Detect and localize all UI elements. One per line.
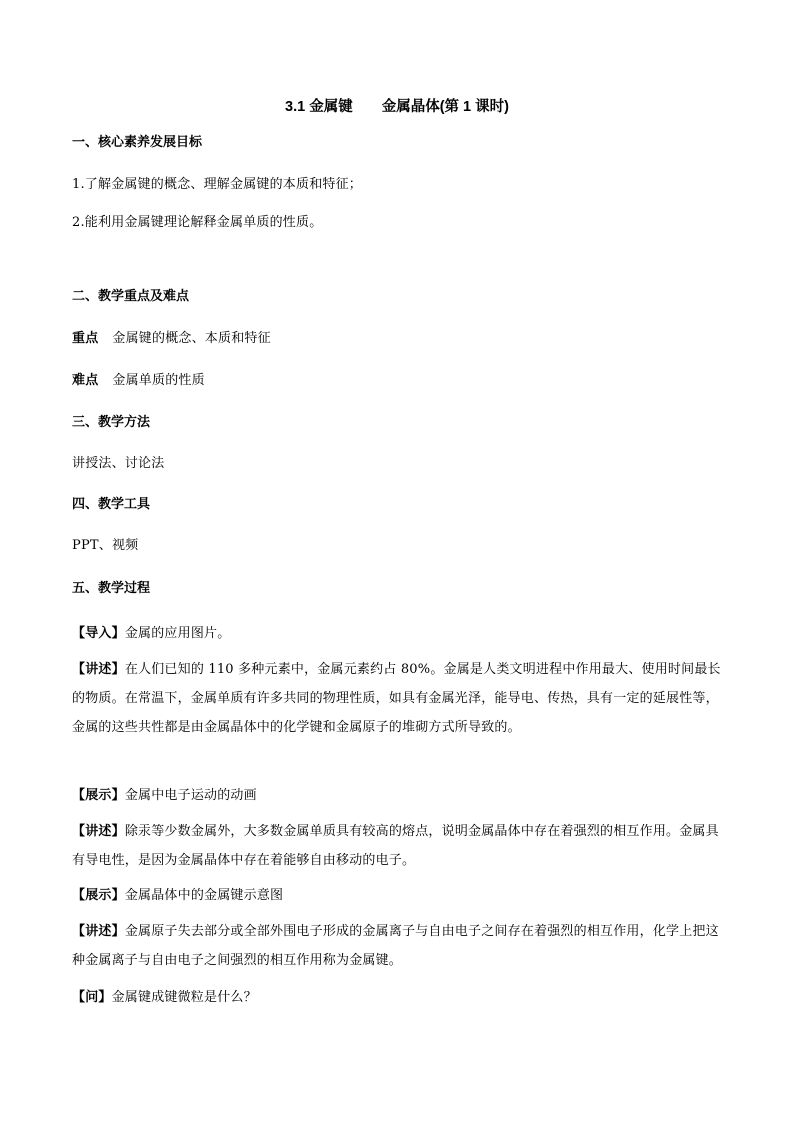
step-label: 【问】 <box>72 989 112 1004</box>
heading-tools: 四、教学工具 <box>72 496 151 511</box>
step-label: 【讲述】 <box>72 923 125 938</box>
heading-process: 五、教学过程 <box>72 580 151 595</box>
methods-text: 讲授法、讨论法 <box>72 456 165 471</box>
key-point-label: 重点 <box>72 330 99 345</box>
process-step <box>72 816 722 875</box>
process-step <box>72 618 722 648</box>
step-label: 【展示】 <box>72 887 125 902</box>
key-point-text: 金属键的概念、本质和特征 <box>112 331 271 346</box>
difficult-point-text: 金属单质的性质 <box>112 373 205 388</box>
step-text: 金属晶体中的金属键示意图 <box>124 888 284 903</box>
tools-text: PPT、视频 <box>72 538 139 553</box>
process-step <box>72 982 722 1012</box>
step-label: 【导入】 <box>72 625 125 640</box>
heading-methods: 三、教学方法 <box>72 414 151 429</box>
goal-item-2: 2.能利用金属键理论解释金属单质的性质。 <box>72 215 323 230</box>
process-step <box>72 916 722 975</box>
step-label: 【展示】 <box>72 787 125 802</box>
step-text: 除汞等少数金属外，大多数金属单质具有较高的熔点，说明金属晶体中存在着强烈的相互作用。金属具有导电性，是因为金属晶体中存在着能够自由移动的电子。 <box>72 824 719 868</box>
process-step <box>72 880 722 910</box>
key-point-row <box>72 329 722 348</box>
heading-goals: 一、核心素养发展目标 <box>72 134 203 149</box>
process-step <box>72 654 722 742</box>
step-text: 金属键成键微粒是什么？ <box>111 990 257 1005</box>
process-step <box>72 780 722 810</box>
step-text: 金属的应用图片。 <box>124 626 231 641</box>
goal-item-1: 1.了解金属键的概念、理解金属键的本质和特征； <box>72 177 363 192</box>
document-title: 3.1 金属键 金属晶体(第 1 课时) <box>285 99 509 115</box>
heading-key-points: 二、教学重点及难点 <box>72 288 190 303</box>
difficult-point-label: 难点 <box>72 372 99 387</box>
step-text: 在人们已知的 110 多种元素中，金属元素约占 80%。金属是人类文明进程中作用最大、使用时间最长的物质。在常温下，金属单质有许多共同的物理性质，如具有金属光泽，能导电、传热，具有一定的延展性等，金属的这些共性都是由金属晶体中的化学键和金属原子的堆砌方式所导致的。 <box>72 662 721 735</box>
step-label: 【讲述】 <box>72 661 125 676</box>
step-text: 金属中电子运动的动画 <box>124 788 257 803</box>
difficult-point-row <box>72 371 722 390</box>
step-label: 【讲述】 <box>72 823 125 838</box>
step-text: 金属原子失去部分或全部外围电子形成的金属离子与自由电子之间存在着强烈的相互作用，化学上把这种金属离子与自由电子之间强烈的相互作用称为金属键。 <box>72 924 719 968</box>
